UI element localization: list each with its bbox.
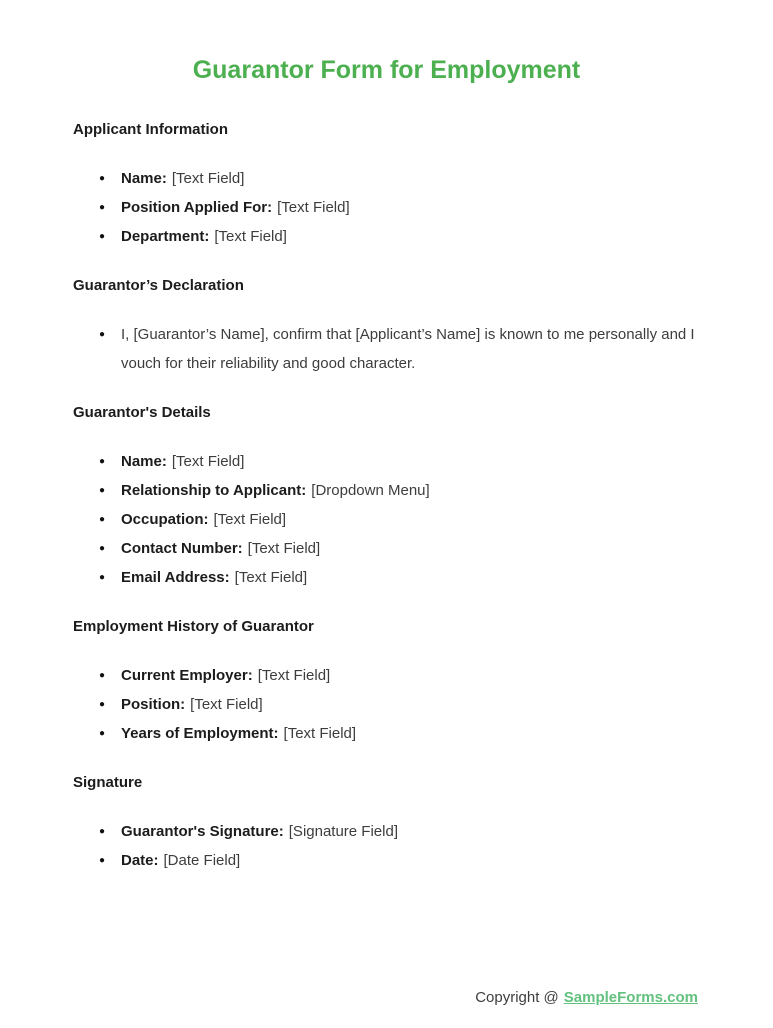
field-label: Current Employer: (121, 667, 253, 684)
field-placeholder: [Text Field] (247, 540, 321, 557)
field-placeholder: [Text Field] (277, 199, 350, 216)
field-placeholder: [Text Field] (234, 569, 308, 586)
field-placeholder: [Text Field] (214, 228, 287, 245)
field-placeholder: [Text Field] (171, 453, 245, 470)
list-item (73, 563, 700, 592)
field-placeholder: [Dropdown Menu] (311, 482, 430, 499)
field-placeholder: [Date Field] (163, 852, 241, 869)
field-list (73, 447, 700, 592)
field-list (73, 164, 700, 251)
section-signature (73, 773, 700, 875)
list-item (73, 846, 700, 875)
list-item (73, 534, 700, 563)
field-label: Department: (121, 228, 210, 245)
footer (475, 989, 698, 1006)
section-employment-history (73, 617, 700, 748)
field-placeholder: [Signature Field] (288, 823, 398, 840)
field-label: Date: (121, 852, 159, 869)
field-label: Contact Number: (121, 540, 243, 557)
section-guarantor-declaration (73, 276, 700, 378)
section-heading: Guarantor's Details (73, 404, 211, 421)
field-label: Name: (121, 170, 167, 187)
field-placeholder: [Text Field] (283, 725, 357, 742)
field-label: Name: (121, 453, 167, 470)
field-list (73, 817, 700, 875)
list-item (73, 476, 700, 505)
field-label: Guarantor's Signature: (121, 823, 284, 840)
list-item (73, 505, 700, 534)
field-label: Occupation: (121, 511, 209, 528)
copyright-text: Copyright @ (475, 989, 559, 1006)
section-heading: Employment History of Guarantor (73, 618, 314, 635)
page-title: Guarantor Form for Employment (192, 56, 581, 84)
field-label: Relationship to Applicant: (121, 482, 307, 499)
field-label: Position Applied For: (121, 199, 273, 216)
list-item (73, 719, 700, 748)
field-label: Position: (121, 696, 186, 713)
declaration-text: I, [Guarantor’s Name], confirm that [Applicant’s Name] is known to me personally and I vouch for their reliability and good character. (121, 326, 695, 372)
list-item (73, 447, 700, 476)
list-item (73, 320, 700, 378)
list-item (73, 193, 700, 222)
field-placeholder: [Text Field] (257, 667, 331, 684)
field-label: Email Address: (121, 569, 230, 586)
list-item (73, 661, 700, 690)
field-placeholder: [Text Field] (171, 170, 245, 187)
field-placeholder: [Text Field] (190, 696, 263, 713)
section-guarantor-details (73, 403, 700, 592)
field-placeholder: [Text Field] (213, 511, 287, 528)
sampleforms-link[interactable]: SampleForms.com (563, 989, 698, 1006)
field-list (73, 320, 700, 378)
list-item (73, 164, 700, 193)
list-item (73, 690, 700, 719)
section-heading: Signature (73, 774, 143, 791)
list-item (73, 222, 700, 251)
list-item (73, 817, 700, 846)
section-heading: Guarantor’s Declaration (73, 277, 244, 294)
field-list (73, 661, 700, 748)
field-label: Years of Employment: (121, 725, 279, 742)
section-applicant-information (73, 120, 700, 251)
section-heading: Applicant Information (73, 121, 228, 138)
